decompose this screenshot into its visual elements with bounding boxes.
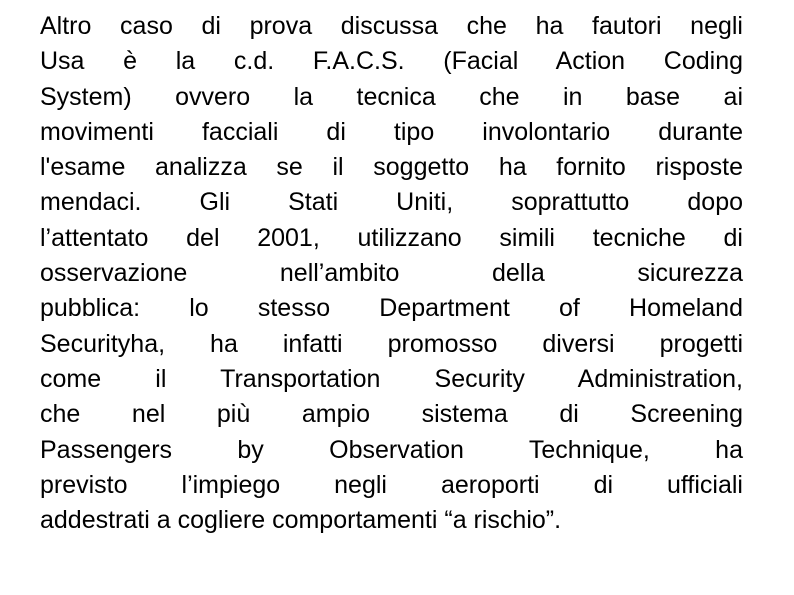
text-line: l'esame analizza se il soggetto ha fornito risposte bbox=[40, 153, 743, 182]
text-line: previsto l’impiego negli aeroporti di ufficiali bbox=[40, 470, 743, 499]
text-line: pubblica: lo stesso Department of Homeland bbox=[40, 294, 743, 323]
text-line: Usa è la c.d. F.A.C.S. (Facial Action Coding bbox=[40, 47, 743, 76]
text-line: mendaci. Gli Stati Uniti, soprattutto dopo bbox=[40, 188, 743, 217]
text-line: che nel più ampio sistema di Screening bbox=[40, 400, 743, 429]
text-line: Securityha, ha infatti promosso diversi progetti bbox=[40, 329, 743, 358]
text-line: Altro caso di prova discussa che ha fautori negli bbox=[40, 12, 743, 40]
text-line: l’attentato del 2001, utilizzano simili tecniche di bbox=[40, 223, 743, 252]
body-paragraph bbox=[40, 9, 743, 538]
text-line: Passengers by Observation Technique, ha bbox=[40, 435, 743, 464]
text-line: come il Transportation Security Administration, bbox=[40, 364, 743, 393]
text-line: System) ovvero la tecnica che in base ai bbox=[40, 82, 743, 111]
text-line: movimenti facciali di tipo involontario durante bbox=[40, 117, 743, 146]
text-line: addestrati a cogliere comportamenti “a rischio”. bbox=[40, 506, 562, 535]
text-line: osservazione nell’ambito della sicurezza bbox=[40, 259, 743, 288]
